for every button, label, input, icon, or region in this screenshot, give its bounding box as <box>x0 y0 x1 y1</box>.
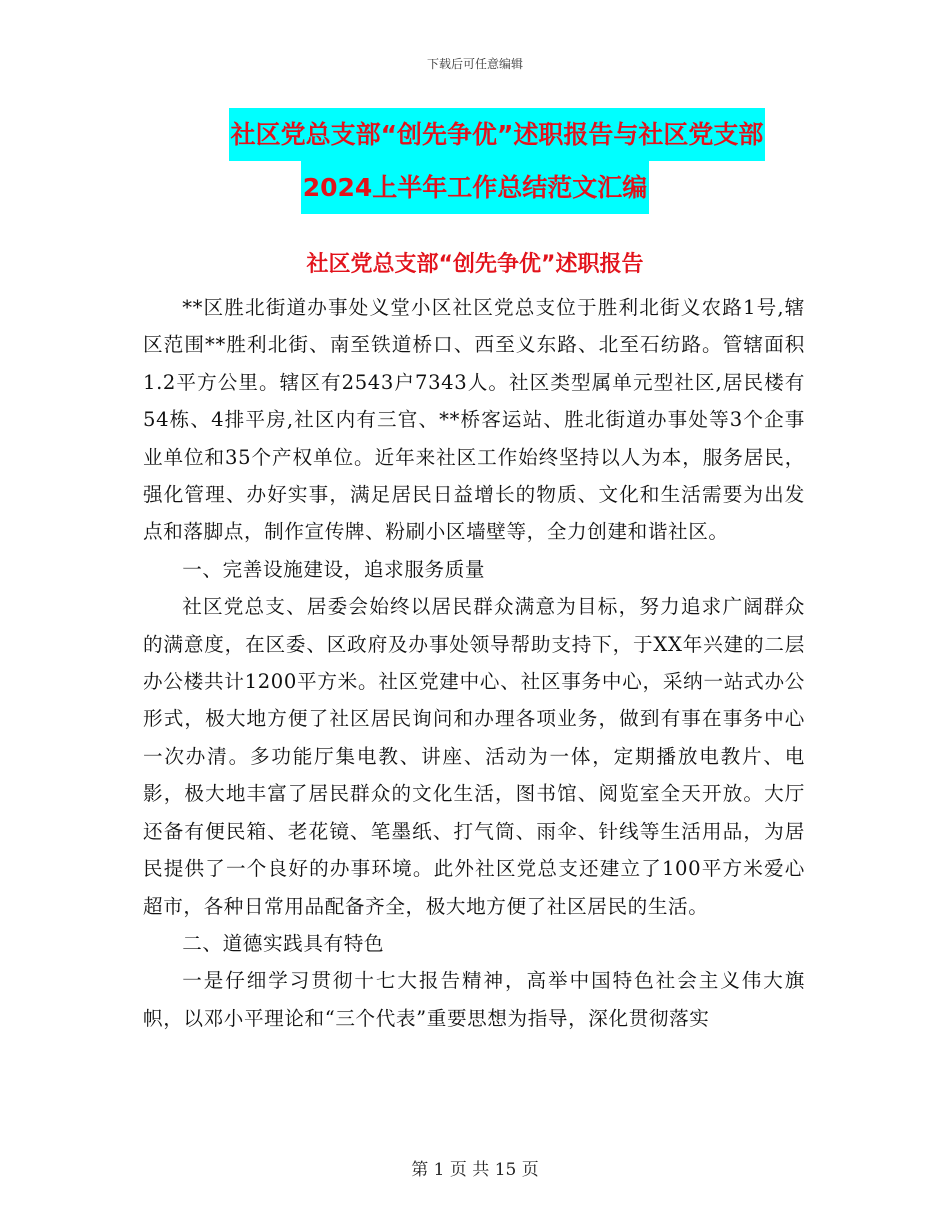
page-footer: 第 1 页 共 15 页 <box>411 1160 539 1180</box>
heading-2: 二、道德实践具有特色 <box>182 931 385 955</box>
section-title: 社区党总支部“创先争优”述职报告 <box>306 252 644 277</box>
paragraph-moral-practice: 一是仔细学习贯彻十七大报告精神，高举中国特色社会主义伟大旗帜，以邓小平理论和“三个代表”重要思想为指导，深化贯彻落实 <box>143 969 805 1030</box>
title-line-1: 社区党总支部“创先争优”述职报告与社区党支部 <box>229 108 766 161</box>
paragraph-facilities: 社区党总支、居委会始终以居民群众满意为目标，努力追求广阔群众的满意度，在区委、区政府及办事处领导帮助支持下，于XX年兴建的二层办公楼共计1200平方米。社区党建中心、社区事务中心，采纳一站式办公形式，极大地方便了社区居民询问和办理各项业务，做到有事在事务中心一次办清。多功能厅集电教、讲座、活动为一体，定期播放电教片、电影，极大地丰富了居民群众的文化生活，图书馆、阅览室全天开放。大厅还备有便民箱、老花镜、笔墨纸、打气筒、雨伞、针线等生活用品，为居民提供了一个良好的办事环境。此外社区党总支还建立了100平方米爱心超市，各种日常用品配备齐全，极大地方便了社区居民的生活。 <box>143 595 805 918</box>
body-content <box>143 289 805 1037</box>
heading-1: 一、完善设施建设，追求服务质量 <box>182 557 486 581</box>
paragraph-intro: **区胜北街道办事处义堂小区社区党总支位于胜利北街义农路1号,辖区范围**胜利北街、南至铁道桥口、西至义东路、北至石纺路。管辖面积1.2平方公里。辖区有2543户7343人。社区类型属单元型社区,居民楼有54栋、4排平房,社区内有三官、**桥客运站、胜北街道办事处等3个企事业单位和35个产权单位。近年来社区工作始终坚持以人为本，服务居民，强化管理、办好实事，满足居民日益增长的物质、文化和生活需要为出发点和落脚点，制作宣传牌、粉刷小区墙壁等，全力创建和谐社区。 <box>143 296 805 544</box>
document-title <box>0 108 950 214</box>
title-line-2: 2024上半年工作总结范文汇编 <box>301 161 650 214</box>
header-note: 下载后可任意编辑 <box>426 57 523 71</box>
